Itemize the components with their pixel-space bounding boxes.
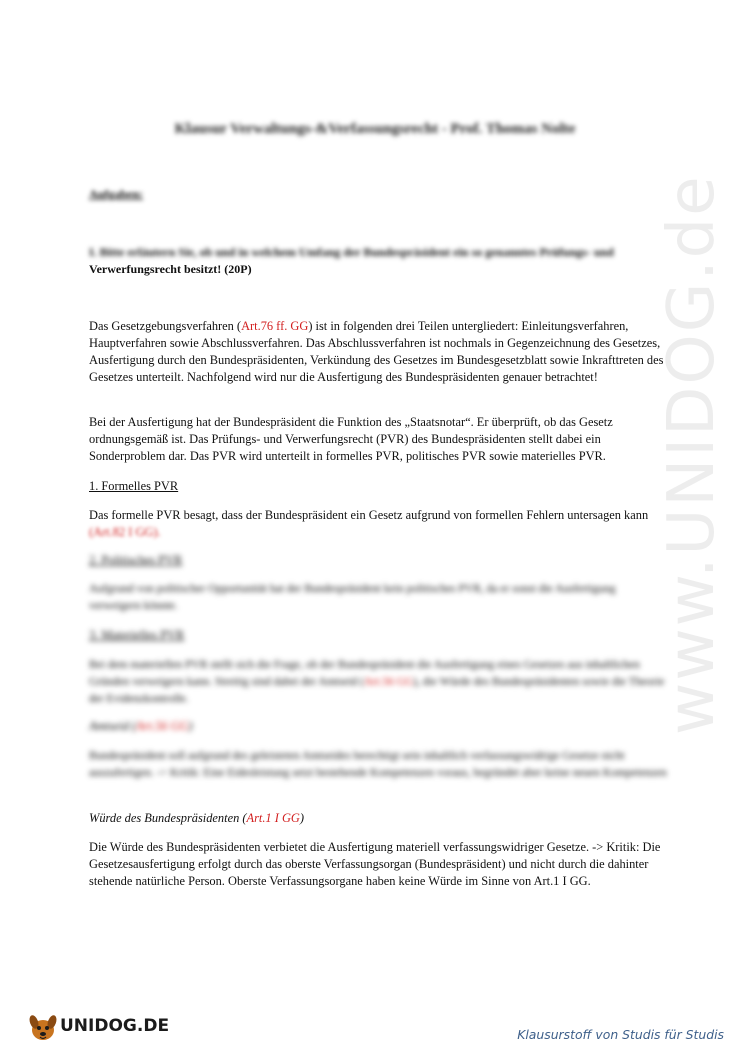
subheading-label: Amtseid ( bbox=[89, 719, 137, 733]
paragraph-text: Bei dem materiellen PVR stellt sich die Frage, ob der Bundespräsident die Ausfertigung eines Gesetzes aus inhaltlichen Gründen verweigern kann. Streitig sind dabei der Amtseid ( bbox=[89, 659, 640, 688]
dog-icon bbox=[28, 1009, 58, 1043]
task-question-line2: Verwerfungsrecht besitzt! (20P) bbox=[89, 262, 252, 276]
task-question-line1: I. Bitte erläutern Sie, ob und in welchem Umfang der Bundespräsident ein so genanntes Prüfungs- und bbox=[89, 245, 614, 259]
subheading-label: ) bbox=[188, 719, 193, 733]
document-title: Klausur Verwaltungs-&Verfassungsrecht - Prof. Thomas Nolte bbox=[174, 121, 576, 137]
footer-slogan: Klausurstoff von Studis für Studis bbox=[517, 1027, 724, 1042]
paragraph-text: Das Gesetzgebungsverfahren ( bbox=[89, 319, 242, 333]
paragraph-gesetzgebungsverfahren bbox=[89, 318, 669, 386]
article-reference: Art.76 ff. GG bbox=[241, 319, 309, 333]
article-reference: Art.1 I GG bbox=[246, 811, 300, 825]
logo-text: UNIDOG.DE bbox=[60, 1016, 170, 1036]
paragraph-text: Das formelle PVR besagt, dass der Bundespräsident ein Gesetz aufgrund von formellen Fehlern untersagen kann bbox=[89, 508, 649, 522]
article-reference: Art.56 GG bbox=[136, 719, 189, 733]
watermark: www.UNIDOG.de bbox=[655, 174, 729, 735]
heading-politisches-pvr: 2. Politisches PVR bbox=[89, 553, 183, 567]
article-reference: (Art.82 I GG). bbox=[89, 525, 161, 539]
paragraph-materielles-pvr bbox=[89, 657, 669, 708]
paragraph-amtseid: Bundespräsident soll aufgrund des geleisteten Amtseides berechtigt sein inhaltlich verfassungswidrige Gesetze nicht auszufertigen. -> Kritik: Eine Eidesleistung setzt bestehende Kompetenzen voraus, begründet aber keine neuen Kompetenzen bbox=[89, 750, 667, 779]
unidog-logo bbox=[28, 1009, 169, 1043]
heading-materielles-pvr: 3. Materielles PVR bbox=[89, 628, 185, 642]
article-reference: Art.56 GG bbox=[363, 676, 414, 688]
paragraph-text: ), die Würde des Bundespräsidenten sowie die Theorie der Evidenzkontrolle. bbox=[89, 676, 665, 705]
subheading-label: ) bbox=[299, 811, 304, 825]
subheading-wuerde bbox=[89, 811, 304, 826]
subheading-label: Würde des Bundespräsidenten ( bbox=[89, 811, 247, 825]
subheading-amtseid bbox=[89, 719, 193, 734]
paragraph-wuerde: Die Würde des Bundespräsidenten verbietet die Ausfertigung materiell verfassungswidriger Gesetze. -> Kritik: Die Gesetzesausfertigung erfolgt durch das oberste Verfassungsorgan (Bundespräsident) und nicht durch die dahinter stehende natürliche Person. Oberste Verfassungsorgane haben keine Würde im Sinne von Art.1 I GG. bbox=[89, 840, 661, 888]
paragraph-text: ) ist in folgenden drei Teilen untergliedert: Einleitungsverfahren, Hauptverfahren sowie Abschlussverfahren. Das Abschlussverfahren ist nochmals in Gegenzeichnung des Gesetzes, Ausfertigung durch den Bundespräsidenten, Verkündung des Gesetzes im Bundesgesetzblatt sowie Inkrafttreten des Gesetzes unterteilt. Nachfolgend wird nur die Ausfertigung des Bundespräsidenten genauer betrachtet! bbox=[89, 319, 664, 384]
heading-formelles-pvr: 1. Formelles PVR bbox=[89, 479, 179, 493]
section-heading: Aufgaben: bbox=[89, 187, 144, 201]
paragraph-ausfertigung: Bei der Ausfertigung hat der Bundespräsident die Funktion des „Staatsnotar“. Er überprüft, ob das Gesetz ordnungsgemäß ist. Das Prüfungs- und Verwerfungsrecht (PVR) des Bundespräsidenten stellt dabei ein Sonderproblem dar. Das PVR wird unterteilt in formelles PVR, politisches PVR sowie materielles PVR. bbox=[89, 415, 613, 463]
paragraph-politisches-pvr: Aufgrund von politischer Opportunität hat der Bundespräsident kein politisches PVR, da er sonst die Ausfertigung verweigern könnte. bbox=[89, 583, 616, 612]
paragraph-formelles-pvr bbox=[89, 507, 669, 541]
